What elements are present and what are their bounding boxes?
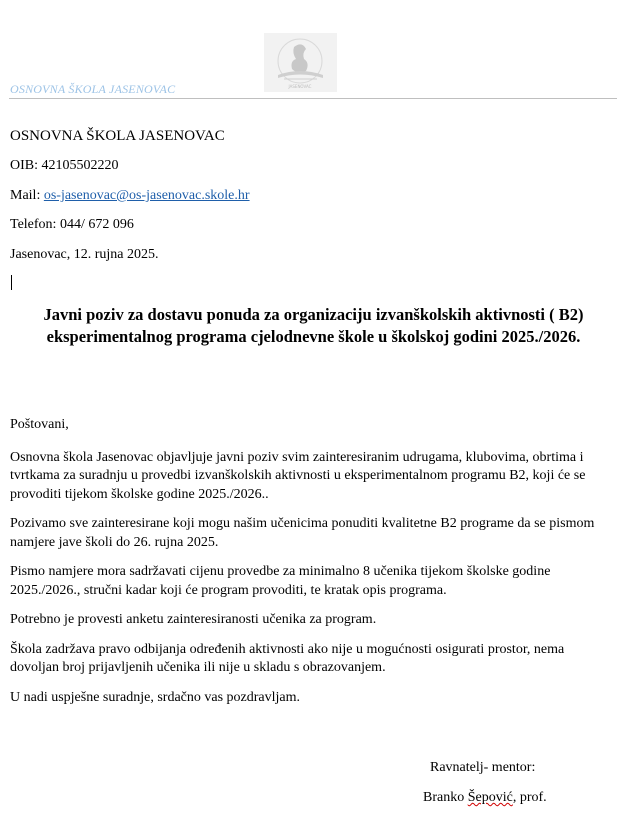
signature-first-name: Branko [423,790,468,805]
mail-label: Mail: [10,188,44,203]
greeting: Poštovani, [10,417,69,432]
document-title: Javni poziv za dostavu ponuda za organizaciju izvanškolskih aktivnosti ( B2) eksperimentalnog programa cjelodnevne škole u školskoj godini 2025./2026. [43,305,584,346]
header-school-name: OSNOVNA ŠKOLA JASENOVAC [10,82,176,96]
body-paragraph-6: U nadi uspješne suradnje, srdačno vas pozdravljam. [10,689,301,705]
school-emblem-icon [264,33,337,92]
body-paragraph-3: Pismo namjere mora sadržavati cijenu provedbe za minimalno 8 učenika tijekom školske godine 2025./2026., stručni kadar koji će program provoditi, te kratak opis programa. [10,564,551,598]
body-paragraph-5: Škola zadržava pravo odbijanja određenih aktivnosti ako nije u mogućnosti osigurati prostor, nema dovoljan broj prijavljenih učenika ili nije u skladu s obrazovanjem. [10,641,565,675]
header-divider [9,98,617,99]
text-cursor [11,275,12,290]
document-body [10,416,616,718]
sender-school-name: OSNOVNA ŠKOLA JASENOVAC [10,128,225,144]
signature-role: Ravnatelj- mentor: [430,760,536,775]
body-paragraph-1: Osnovna škola Jasenovac objavljuje javni poziv svim zainteresiranim udrugama, klubovima, obrtima i tvrtkama za suradnju u provedbi izvanškolskih aktivnosti u eksperimentalnom programu B2, koji će se provoditi tijekom školske godine 2025./2026.. [10,449,586,502]
email-link[interactable]: os-jasenovac@os-jasenovac.skole.hr [43,188,250,203]
body-paragraph-4: Potrebno je provesti anketu zainteresiranosti učenika za program. [10,612,377,627]
svg-text:JASENOVAC: JASENOVAC [288,84,312,89]
signature-last-name: Šepović [467,790,513,805]
body-paragraph-2: Pozivamo sve zainteresirane koji mogu našim učenicima ponuditi kvalitetne B2 programe da se pismom namjere jave školi do 26. rujna 2025. [10,516,595,550]
sender-phone: Telefon: 044/ 672 096 [10,217,134,232]
signature-title-suffix: , prof. [512,790,547,805]
sender-mail [10,188,250,204]
sender-oib: OIB: 42105502220 [10,158,119,173]
document-date: Jasenovac, 12. rujna 2025. [10,247,159,262]
signature-name [423,790,547,806]
